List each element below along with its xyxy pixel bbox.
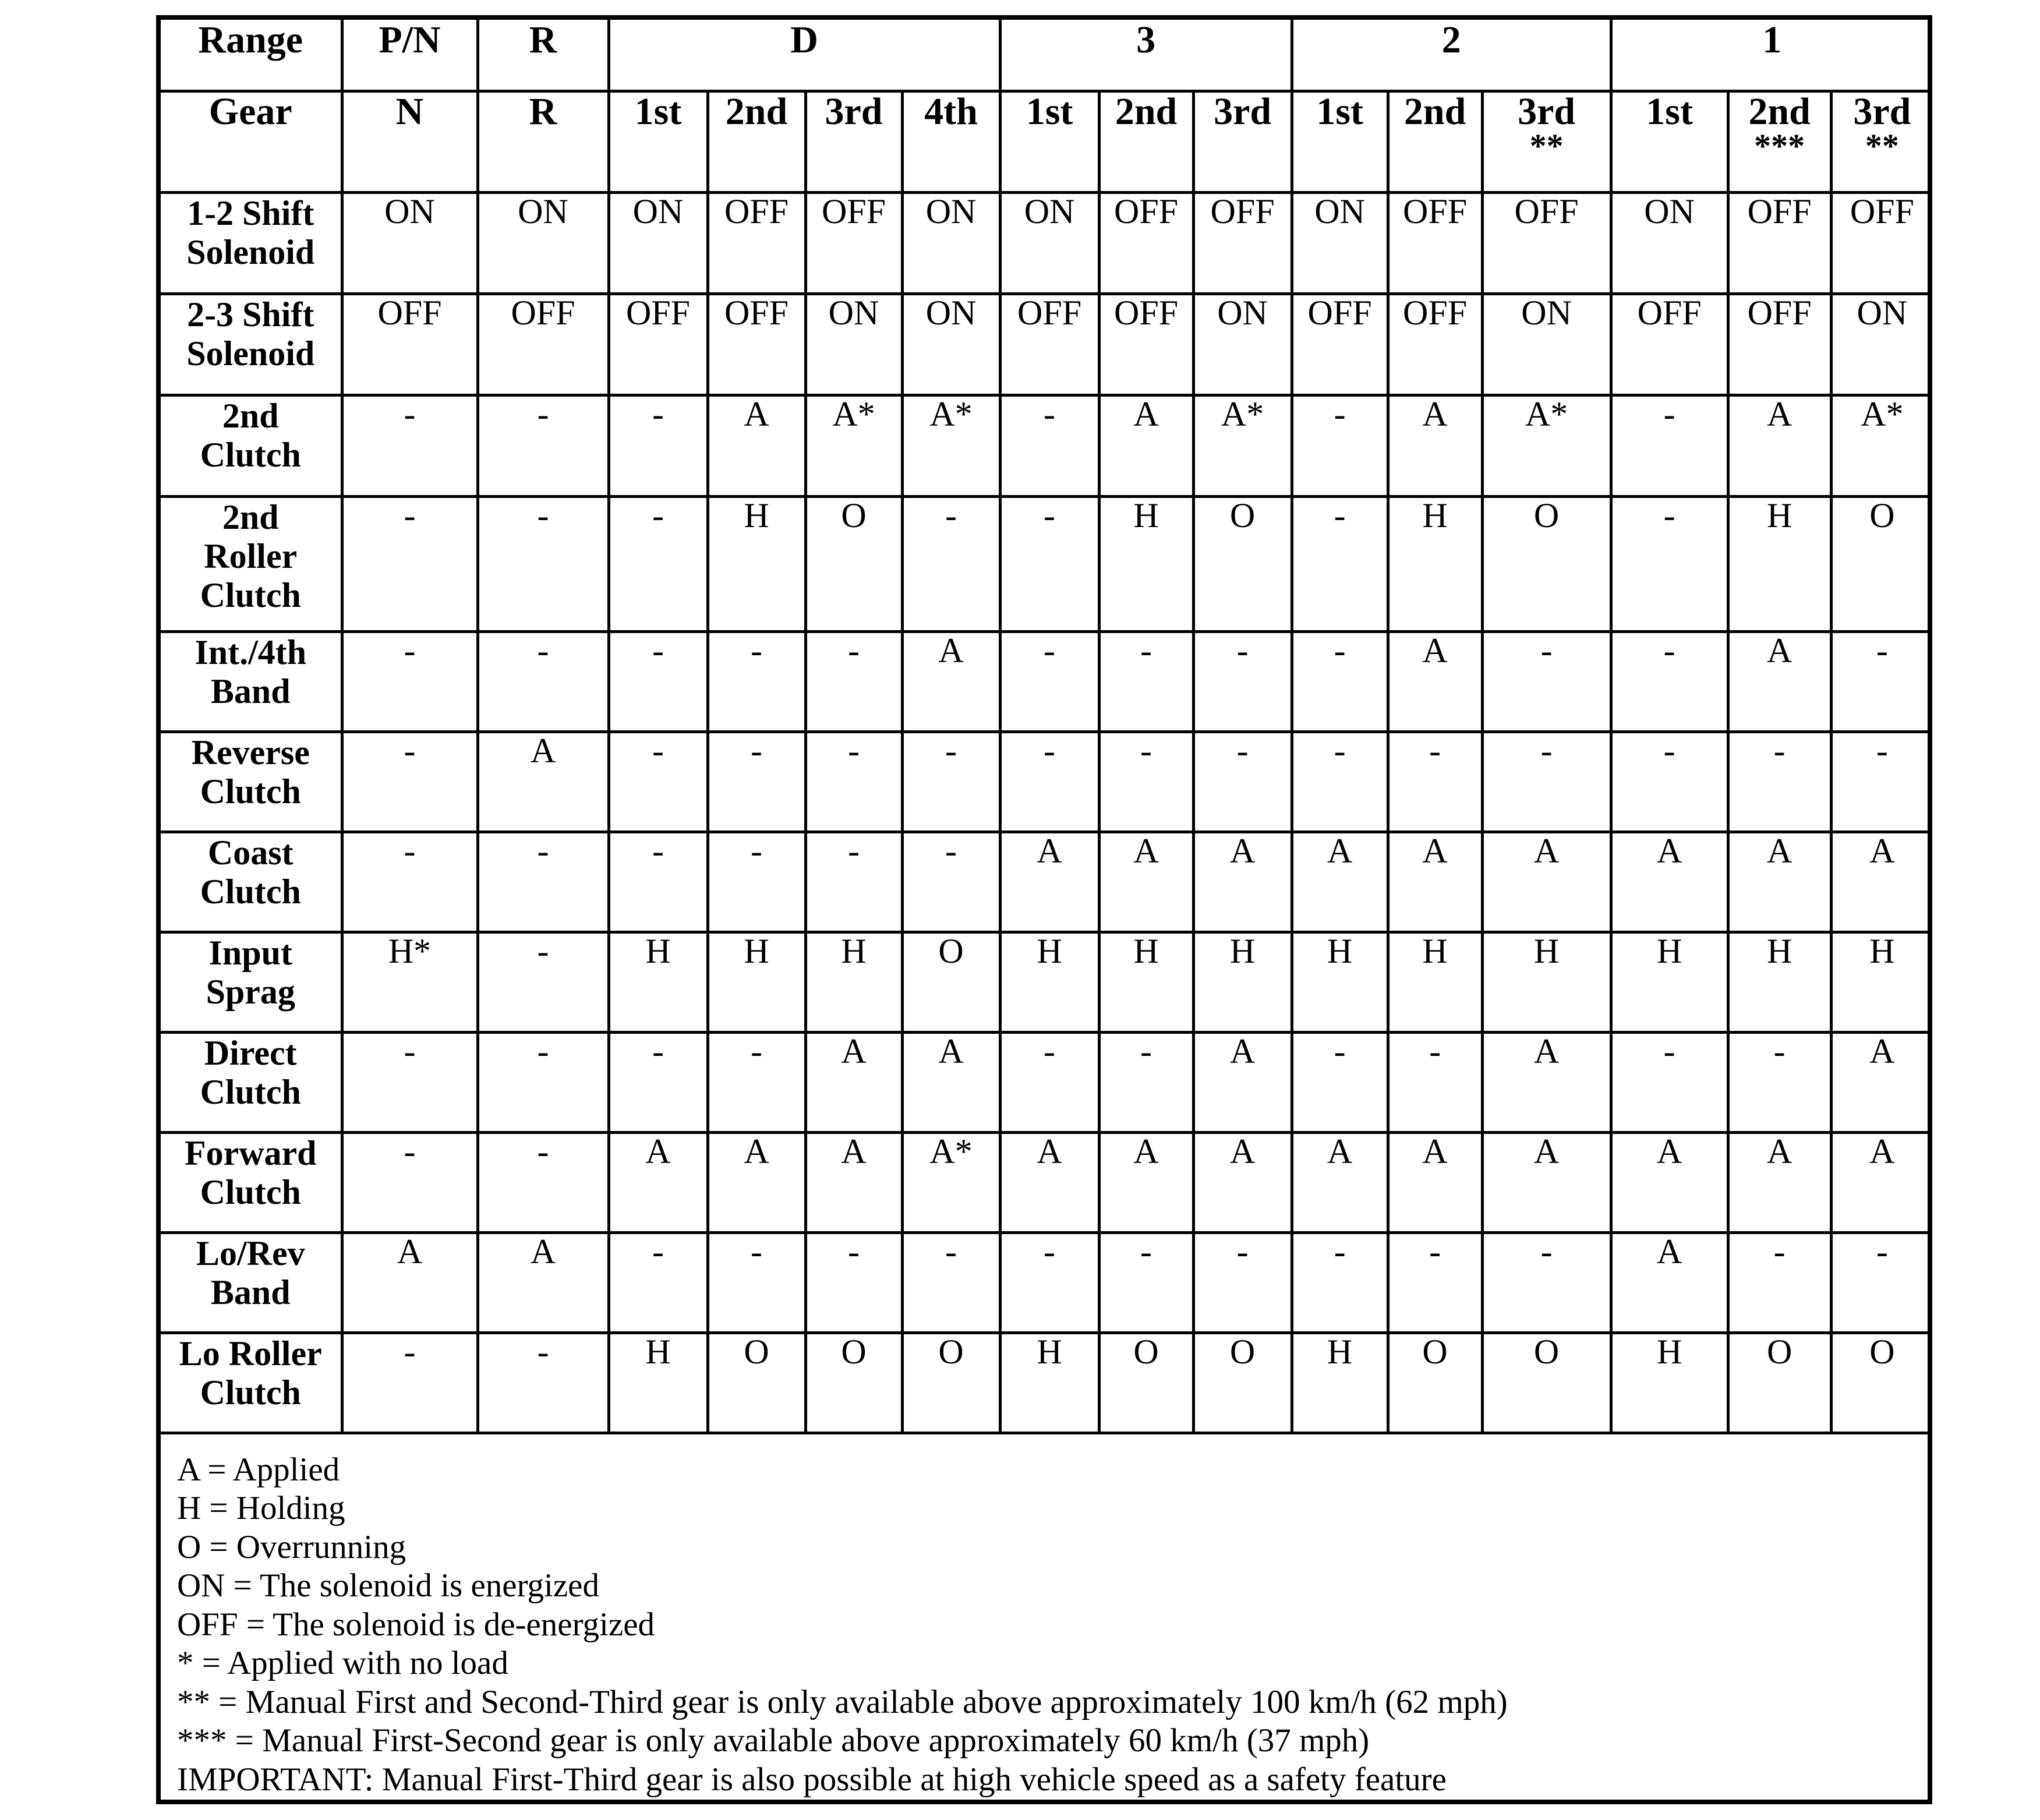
- component-row: [161, 1333, 1932, 1433]
- gear-name: 2nd: [1403, 90, 1466, 133]
- component-row: [161, 1032, 1932, 1132]
- state-cell: A: [1000, 1132, 1099, 1232]
- legend-line: OFF = The solenoid is de-energized: [177, 1606, 655, 1643]
- state-cell: H: [1000, 932, 1099, 1032]
- state-cell: H: [1611, 932, 1728, 1032]
- state-cell: A: [1611, 832, 1728, 932]
- component-row: [161, 832, 1932, 932]
- gear-name: 2nd: [1115, 90, 1178, 133]
- state-cell: ON: [1611, 192, 1728, 294]
- state-cell: -: [1000, 631, 1099, 731]
- component-row: [161, 395, 1932, 496]
- state-cell: -: [1388, 1032, 1482, 1132]
- state-cell: ON: [1193, 294, 1292, 395]
- component-row: [161, 1232, 1932, 1333]
- state-cell: O: [708, 1333, 805, 1433]
- component-name-line: Clutch: [200, 1172, 301, 1211]
- state-cell: OFF: [805, 192, 902, 294]
- legend-line: H = Holding: [177, 1490, 345, 1526]
- state-cell: A: [1831, 1032, 1932, 1132]
- component-row: [161, 932, 1932, 1032]
- state-cell: A: [1388, 631, 1482, 731]
- component-name-line: 2nd: [222, 396, 279, 435]
- state-cell: -: [1193, 631, 1292, 731]
- state-cell: H: [1611, 1333, 1728, 1433]
- state-cell: A: [1388, 832, 1482, 932]
- component-name-line: Clutch: [200, 872, 301, 911]
- state-cell: OFF: [1388, 294, 1482, 395]
- state-cell: -: [805, 631, 902, 731]
- state-cell: A: [1292, 832, 1388, 932]
- state-cell: -: [609, 1232, 708, 1333]
- state-cell: -: [478, 631, 609, 731]
- state-cell: A: [1099, 832, 1193, 932]
- state-cell: O: [1482, 1333, 1611, 1433]
- component-name: [161, 192, 342, 294]
- state-cell: ON: [1000, 192, 1099, 294]
- state-cell: -: [478, 832, 609, 932]
- component-row: [161, 294, 1932, 395]
- state-cell: ON: [1482, 294, 1611, 395]
- clutch-application-chart: [156, 15, 1932, 1804]
- state-cell: A: [708, 395, 805, 496]
- state-cell: -: [609, 731, 708, 832]
- component-name-line: Input: [208, 933, 292, 972]
- state-cell: A: [1728, 1132, 1831, 1232]
- state-cell: -: [1000, 731, 1099, 832]
- range-header-row: [161, 20, 1932, 91]
- state-cell: -: [805, 1232, 902, 1333]
- gear-name: 3rd: [1518, 90, 1576, 133]
- component-name-line: Forward: [184, 1133, 317, 1172]
- state-cell: -: [1292, 1232, 1388, 1333]
- state-cell: -: [1000, 1032, 1099, 1132]
- state-cell: O: [1193, 1333, 1292, 1433]
- state-cell: -: [1611, 731, 1728, 832]
- legend-line: IMPORTANT: Manual First-Third gear is also possible at high vehicle speed as a safety feature: [177, 1761, 1447, 1798]
- state-cell: A: [1728, 395, 1831, 496]
- state-cell: -: [609, 496, 708, 631]
- gear-header: [342, 91, 478, 192]
- state-cell: A: [902, 631, 1000, 731]
- state-cell: A: [1388, 1132, 1482, 1232]
- gear-name: 3rd: [1853, 90, 1911, 133]
- state-cell: H: [609, 932, 708, 1032]
- state-cell: H: [1292, 932, 1388, 1032]
- component-name-line: Int./4th: [195, 632, 307, 672]
- gear-name: 1st: [1316, 90, 1363, 133]
- state-cell: H: [805, 932, 902, 1032]
- state-cell: A: [478, 1232, 609, 1333]
- gear-label: Gear: [161, 91, 342, 192]
- component-name: [161, 1333, 342, 1433]
- component-name-line: Roller: [204, 536, 298, 575]
- state-cell: -: [1292, 1032, 1388, 1132]
- state-cell: ON: [1292, 192, 1388, 294]
- state-cell: -: [478, 395, 609, 496]
- gear-name: N: [395, 90, 424, 133]
- gear-footnote-marker: ***: [1754, 126, 1805, 165]
- state-cell: OFF: [1728, 294, 1831, 395]
- state-cell: A: [1611, 1132, 1728, 1232]
- state-cell: -: [1292, 631, 1388, 731]
- gear-header: [708, 91, 805, 192]
- state-cell: -: [805, 731, 902, 832]
- state-cell: -: [609, 1032, 708, 1132]
- component-name: [161, 294, 342, 395]
- legend-line: * = Applied with no load: [177, 1645, 508, 1681]
- state-cell: H: [1482, 932, 1611, 1032]
- state-cell: A: [1728, 631, 1831, 731]
- state-cell: -: [609, 395, 708, 496]
- state-cell: ON: [902, 192, 1000, 294]
- state-cell: A: [1292, 1132, 1388, 1232]
- legend-line: O = Overrunning: [177, 1528, 406, 1565]
- state-cell: -: [609, 832, 708, 932]
- state-cell: H: [609, 1333, 708, 1433]
- state-cell: -: [342, 631, 478, 731]
- state-cell: -: [1611, 1032, 1728, 1132]
- state-cell: -: [902, 1232, 1000, 1333]
- state-cell: -: [1193, 1232, 1292, 1333]
- component-name-line: Clutch: [200, 435, 301, 474]
- state-cell: OFF: [1611, 294, 1728, 395]
- gear-header: [1292, 91, 1388, 192]
- state-cell: OFF: [609, 294, 708, 395]
- state-cell: H: [1000, 1333, 1099, 1433]
- component-name-line: Clutch: [200, 1072, 301, 1111]
- range-header: R: [478, 20, 609, 91]
- state-cell: -: [478, 1333, 609, 1433]
- component-name-line: Direct: [204, 1033, 297, 1072]
- range-header: P/N: [342, 20, 478, 91]
- state-cell: -: [1611, 496, 1728, 631]
- state-cell: A: [342, 1232, 478, 1333]
- gear-name: 3rd: [825, 90, 883, 133]
- state-cell: -: [902, 832, 1000, 932]
- state-cell: A: [805, 1032, 902, 1132]
- state-cell: -: [902, 731, 1000, 832]
- state-cell: A*: [1831, 395, 1932, 496]
- state-cell: ON: [342, 192, 478, 294]
- state-cell: H: [708, 496, 805, 631]
- state-cell: -: [1611, 631, 1728, 731]
- component-application-table: [161, 20, 1932, 1434]
- gear-footnote-marker: **: [1529, 126, 1564, 165]
- state-cell: A*: [902, 395, 1000, 496]
- gear-name: 1st: [634, 90, 682, 133]
- gear-name: 2nd: [725, 90, 788, 133]
- range-header: 2: [1292, 20, 1611, 91]
- component-name: [161, 1232, 342, 1333]
- gear-header: [902, 91, 1000, 192]
- state-cell: A: [1193, 1132, 1292, 1232]
- component-name-line: Reverse: [191, 733, 310, 772]
- state-cell: H: [1831, 932, 1932, 1032]
- range-header: D: [609, 20, 1000, 91]
- state-cell: OFF: [478, 294, 609, 395]
- state-cell: A: [1611, 1232, 1728, 1333]
- gear-header: [805, 91, 902, 192]
- state-cell: H: [1193, 932, 1292, 1032]
- state-cell: OFF: [1292, 294, 1388, 395]
- state-cell: A: [609, 1132, 708, 1232]
- state-cell: O: [805, 496, 902, 631]
- component-name-line: 2-3 Shift: [187, 295, 314, 334]
- state-cell: A: [1728, 832, 1831, 932]
- state-cell: -: [342, 1032, 478, 1132]
- gear-header: [1611, 91, 1728, 192]
- state-cell: A*: [1193, 395, 1292, 496]
- state-cell: ON: [902, 294, 1000, 395]
- state-cell: ON: [478, 192, 609, 294]
- gear-footnote-marker: **: [1865, 126, 1899, 165]
- state-cell: -: [1000, 496, 1099, 631]
- state-cell: -: [1099, 1232, 1193, 1333]
- state-cell: OFF: [1099, 294, 1193, 395]
- state-cell: -: [1482, 1232, 1611, 1333]
- state-cell: H: [1292, 1333, 1388, 1433]
- state-cell: A: [902, 1032, 1000, 1132]
- state-cell: H: [1728, 932, 1831, 1032]
- state-cell: -: [1728, 731, 1831, 832]
- component-name: [161, 1032, 342, 1132]
- range-label: Range: [161, 20, 342, 91]
- state-cell: A: [478, 731, 609, 832]
- legend-line: A = Applied: [177, 1451, 340, 1488]
- state-cell: ON: [609, 192, 708, 294]
- state-cell: -: [478, 496, 609, 631]
- state-cell: OFF: [708, 192, 805, 294]
- component-name: [161, 832, 342, 932]
- state-cell: A: [1000, 832, 1099, 932]
- state-cell: -: [1831, 1232, 1932, 1333]
- state-cell: O: [902, 1333, 1000, 1433]
- state-cell: A: [805, 1132, 902, 1232]
- state-cell: A*: [805, 395, 902, 496]
- state-cell: -: [1292, 496, 1388, 631]
- gear-name: 3rd: [1214, 90, 1272, 133]
- state-cell: OFF: [1728, 192, 1831, 294]
- state-cell: -: [1388, 731, 1482, 832]
- gear-name: 4th: [924, 90, 978, 133]
- component-name: [161, 932, 342, 1032]
- state-cell: -: [708, 1232, 805, 1333]
- state-cell: A: [708, 1132, 805, 1232]
- state-cell: -: [1611, 395, 1728, 496]
- state-cell: OFF: [1193, 192, 1292, 294]
- state-cell: OFF: [1388, 192, 1482, 294]
- gear-name: 2nd: [1748, 90, 1811, 133]
- gear-name: 1st: [1646, 90, 1693, 133]
- gear-header: [1728, 91, 1831, 192]
- state-cell: H: [708, 932, 805, 1032]
- component-name: [161, 496, 342, 631]
- state-cell: OFF: [708, 294, 805, 395]
- state-cell: -: [902, 496, 1000, 631]
- component-name-line: Clutch: [200, 772, 301, 811]
- state-cell: -: [342, 731, 478, 832]
- legend-line: ON = The solenoid is energized: [177, 1567, 599, 1604]
- state-cell: OFF: [1099, 192, 1193, 294]
- state-cell: -: [1292, 731, 1388, 832]
- state-cell: A*: [902, 1132, 1000, 1232]
- state-cell: -: [708, 832, 805, 932]
- component-name-line: Lo Roller: [179, 1334, 322, 1373]
- state-cell: H: [1728, 496, 1831, 631]
- state-cell: -: [1728, 1032, 1831, 1132]
- state-cell: A: [1193, 832, 1292, 932]
- state-cell: -: [478, 1132, 609, 1232]
- state-cell: A: [1831, 832, 1932, 932]
- state-cell: O: [1831, 1333, 1932, 1433]
- gear-header: [1099, 91, 1193, 192]
- state-cell: -: [1099, 731, 1193, 832]
- state-cell: O: [1728, 1333, 1831, 1433]
- component-name: [161, 1132, 342, 1232]
- component-row: [161, 496, 1932, 631]
- state-cell: -: [609, 631, 708, 731]
- state-cell: O: [1388, 1333, 1482, 1433]
- gear-header: [1193, 91, 1292, 192]
- state-cell: -: [1000, 1232, 1099, 1333]
- gear-header: [1000, 91, 1099, 192]
- state-cell: -: [478, 1032, 609, 1132]
- state-cell: A: [1099, 1132, 1193, 1232]
- state-cell: H: [1099, 496, 1193, 631]
- gear-name: R: [529, 90, 557, 133]
- component-row: [161, 631, 1932, 731]
- legend-line: ** = Manual First and Second-Third gear is only available above approximately 100 km/h (62 mph): [177, 1683, 1508, 1720]
- gear-header: [609, 91, 708, 192]
- state-cell: -: [1099, 631, 1193, 731]
- state-cell: -: [1193, 731, 1292, 832]
- state-cell: -: [478, 932, 609, 1032]
- state-cell: H*: [342, 932, 478, 1032]
- state-cell: ON: [1831, 294, 1932, 395]
- component-name-line: Solenoid: [186, 232, 315, 271]
- state-cell: A: [1482, 1132, 1611, 1232]
- state-cell: A: [1099, 395, 1193, 496]
- component-name-line: Sprag: [206, 972, 295, 1011]
- gear-header-row: [161, 91, 1932, 192]
- gear-header: [478, 91, 609, 192]
- state-cell: A: [1482, 832, 1611, 932]
- state-cell: -: [1000, 395, 1099, 496]
- component-row: [161, 192, 1932, 294]
- state-cell: OFF: [342, 294, 478, 395]
- gear-header: [1388, 91, 1482, 192]
- component-name: [161, 395, 342, 496]
- state-cell: OFF: [1831, 192, 1932, 294]
- component-name-line: Solenoid: [186, 334, 315, 373]
- state-cell: A: [1193, 1032, 1292, 1132]
- component-name-line: 2nd: [222, 497, 279, 536]
- state-cell: OFF: [1482, 192, 1611, 294]
- state-cell: -: [1482, 731, 1611, 832]
- state-cell: A: [1388, 395, 1482, 496]
- component-name: [161, 631, 342, 731]
- state-cell: O: [1099, 1333, 1193, 1433]
- component-row: [161, 1132, 1932, 1232]
- state-cell: O: [805, 1333, 902, 1433]
- gear-name: 1st: [1026, 90, 1073, 133]
- state-cell: -: [805, 832, 902, 932]
- component-name-line: 1-2 Shift: [187, 193, 314, 232]
- component-name-line: Clutch: [200, 575, 301, 614]
- state-cell: -: [1099, 1032, 1193, 1132]
- component-name: [161, 731, 342, 832]
- state-cell: A: [1831, 1132, 1932, 1232]
- legend-line: *** = Manual First-Second gear is only available above approximately 60 km/h (37 mph): [177, 1722, 1370, 1759]
- state-cell: O: [1482, 496, 1611, 631]
- state-cell: H: [1099, 932, 1193, 1032]
- state-cell: -: [1728, 1232, 1831, 1333]
- state-cell: OFF: [1000, 294, 1099, 395]
- state-cell: -: [342, 395, 478, 496]
- state-cell: O: [1193, 496, 1292, 631]
- state-cell: -: [1831, 631, 1932, 731]
- state-cell: H: [1388, 932, 1482, 1032]
- state-cell: H: [1388, 496, 1482, 631]
- state-cell: A*: [1482, 395, 1611, 496]
- state-cell: O: [1831, 496, 1932, 631]
- component-name-line: Band: [210, 672, 291, 711]
- range-header: 3: [1000, 20, 1292, 91]
- state-cell: -: [342, 1333, 478, 1433]
- gear-header: [1831, 91, 1932, 192]
- state-cell: -: [708, 731, 805, 832]
- legend: [161, 1434, 1928, 1800]
- state-cell: -: [708, 1032, 805, 1132]
- state-cell: -: [1388, 1232, 1482, 1333]
- state-cell: -: [708, 631, 805, 731]
- state-cell: -: [1292, 395, 1388, 496]
- state-cell: -: [342, 496, 478, 631]
- state-cell: O: [902, 932, 1000, 1032]
- state-cell: -: [1831, 731, 1932, 832]
- state-cell: -: [342, 1132, 478, 1232]
- state-cell: A: [1482, 1032, 1611, 1132]
- component-row: [161, 731, 1932, 832]
- component-name-line: Band: [210, 1273, 291, 1312]
- gear-header: [1482, 91, 1611, 192]
- state-cell: ON: [805, 294, 902, 395]
- range-header: 1: [1611, 20, 1932, 91]
- state-cell: -: [1482, 631, 1611, 731]
- component-name-line: Coast: [207, 833, 294, 872]
- component-name-line: Clutch: [200, 1373, 301, 1412]
- state-cell: -: [342, 832, 478, 932]
- component-name-line: Lo/Rev: [196, 1234, 305, 1273]
